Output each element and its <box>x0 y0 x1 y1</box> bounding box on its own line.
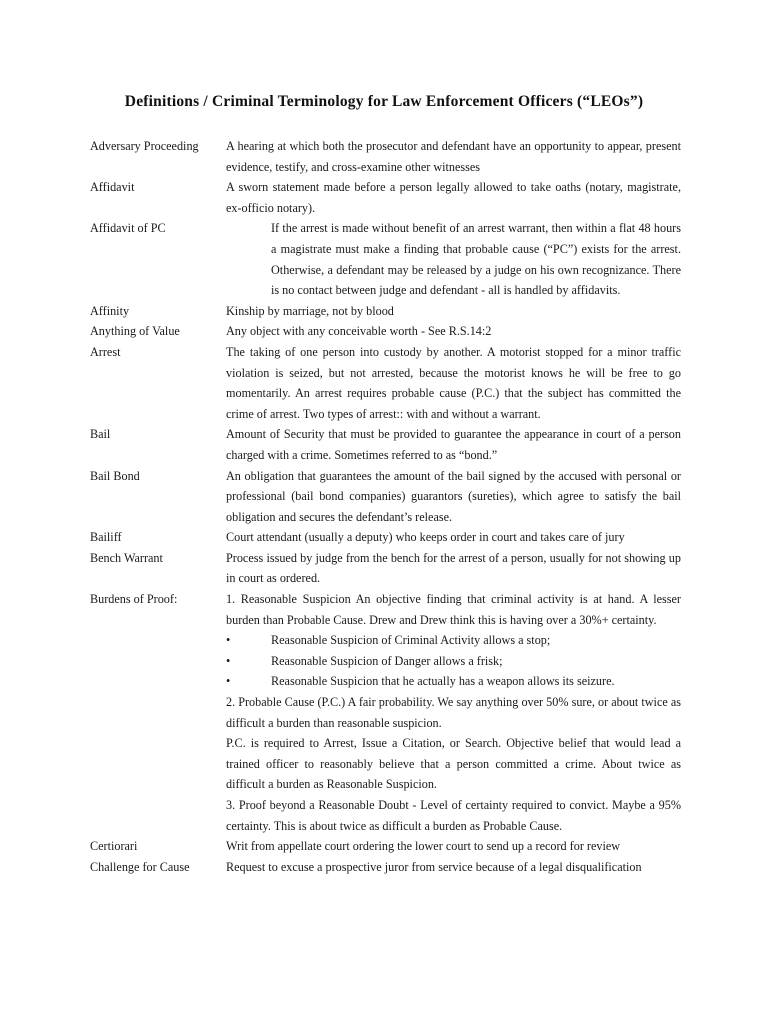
entry-bench-warrant <box>90 548 690 589</box>
term: Bailiff <box>90 530 122 545</box>
term: Burdens of Proof: <box>90 592 178 607</box>
term: Certiorari <box>90 839 138 854</box>
term: Affidavit of PC <box>90 221 166 236</box>
entry-affinity <box>90 301 690 322</box>
entry-adversary-proceeding <box>90 136 690 177</box>
definition: A hearing at which both the prosecutor and defendant have an opportunity to appear, present evidence, testify, and cross-examine other witnesses <box>226 139 681 174</box>
definitions-list <box>90 136 690 877</box>
bullet-icon: • <box>226 633 231 648</box>
term: Affidavit <box>90 180 135 195</box>
definition: Any object with any conceivable worth - See R.S.14:2 <box>226 324 492 339</box>
definition: If the arrest is made without benefit of an arrest warrant, then within a flat 48 hours a magistrate must make a finding that probable cause (“PC”) exists for the arrest. Otherwise, a defendant may be released by a judge on his own recognizance. There is no contact between judge and defendant - all is handled by affidavits. <box>271 221 681 298</box>
entry-anything-of-value <box>90 321 690 342</box>
list-item: • Reasonable Suspicion of Danger allows a frisk; <box>226 651 681 672</box>
entry-arrest <box>90 342 690 424</box>
definition: Writ from appellate court ordering the lower court to send up a record for review <box>226 839 621 854</box>
entry-certiorari <box>90 836 690 857</box>
entry-bailiff <box>90 527 690 548</box>
term: Bench Warrant <box>90 550 163 565</box>
term: Bail <box>90 427 111 442</box>
term: Challenge for Cause <box>90 859 190 874</box>
paragraph: 2. Probable Cause (P.C.) A fair probability. We say anything over 50% sure, or about twice as difficult a burden than reasonable suspicion. <box>226 695 681 730</box>
term: Adversary Proceeding <box>90 139 199 153</box>
entry-affidavit <box>90 177 690 218</box>
definition: Amount of Security that must be provided to guarantee the appearance in court of a person charged with a crime. Sometimes referred to as “bond.” <box>226 427 681 462</box>
definition: Court attendant (usually a deputy) who keeps order in court and takes care of jury <box>226 530 625 545</box>
term: Anything of Value <box>90 324 180 339</box>
definition: Request to excuse a prospective juror from service because of a legal disqualification <box>226 859 642 874</box>
page-title: Definitions / Criminal Terminology for Law Enforcement Officers (“LEOs”) <box>124 93 644 110</box>
bullet-icon: • <box>226 653 231 668</box>
definition: Process issued by judge from the bench for the arrest of a person, usually for not showing up in court as ordered. <box>226 550 681 586</box>
entry-burdens-of-proof <box>90 589 690 836</box>
bullet-icon: • <box>226 674 231 689</box>
definition: Kinship by marriage, not by blood <box>226 303 394 318</box>
definition: 1. Reasonable Suspicion An objective finding that criminal activity is at hand. A lesser burden than Probable Cause. Drew and Drew think this is having over a 30%+ certainty. • Reasonable Suspicion of Criminal Activity allows a stop; • Reasonable Suspicion of Danger allows a frisk; • Reasonable Suspicion that he actually has a weapon allows its seizure. 2. Probable Cause (P.C.) A fair probability. We say anything over 50% sure, or about twice as difficult a burden than reasonable suspicion. P.C. is required to Arrest, Issue a Citation, or Search. Objective belief that would lead a trained officer to reasonably believe that a person committed a crime. About twice as difficult a burden as Reasonable Suspicion. 3. Proof beyond a Reasonable Doubt - Level of certainty required to convict. Maybe a 95% certainty. This is about twice as difficult a burden as Probable Cause. <box>226 589 681 836</box>
list-item: • Reasonable Suspicion that he actually has a weapon allows its seizure. <box>226 671 681 692</box>
list-item: • Reasonable Suspicion of Criminal Activity allows a stop; <box>226 630 681 651</box>
entry-challenge-for-cause <box>90 857 690 878</box>
entry-affidavit-of-pc <box>90 218 690 300</box>
entry-bail-bond <box>90 466 690 528</box>
definition: An obligation that guarantees the amount of the bail signed by the accused with personal or professional (bail bond companies) guarantors (sureties), which agree to satisfy the bail obligation and secures the defendant’s release. <box>226 468 681 524</box>
paragraph: P.C. is required to Arrest, Issue a Citation, or Search. Objective belief that would lead a trained officer to reasonably believe that a person committed a crime. About twice as difficult a burden as Reasonable Suspicion. <box>226 736 681 792</box>
term: Bail Bond <box>90 468 140 483</box>
term: Affinity <box>90 303 130 318</box>
entry-bail <box>90 424 690 465</box>
term: Arrest <box>90 344 121 359</box>
paragraph: 3. Proof beyond a Reasonable Doubt - Level of certainty required to convict. Maybe a 95% certainty. This is about twice as difficult a burden as Probable Cause. <box>226 798 681 833</box>
definition: A sworn statement made before a person legally allowed to take oaths (notary, magistrate, ex-officio notary). <box>226 180 681 215</box>
definition: The taking of one person into custody by another. A motorist stopped for a minor traffic violation is seized, but not arrested, because the motorist knows he will be free to go momentarily. An arrest requires probable cause (P.C.) that the subject has committed the crime of arrest. Two types of arrest:: with and without a warrant. <box>226 344 681 421</box>
